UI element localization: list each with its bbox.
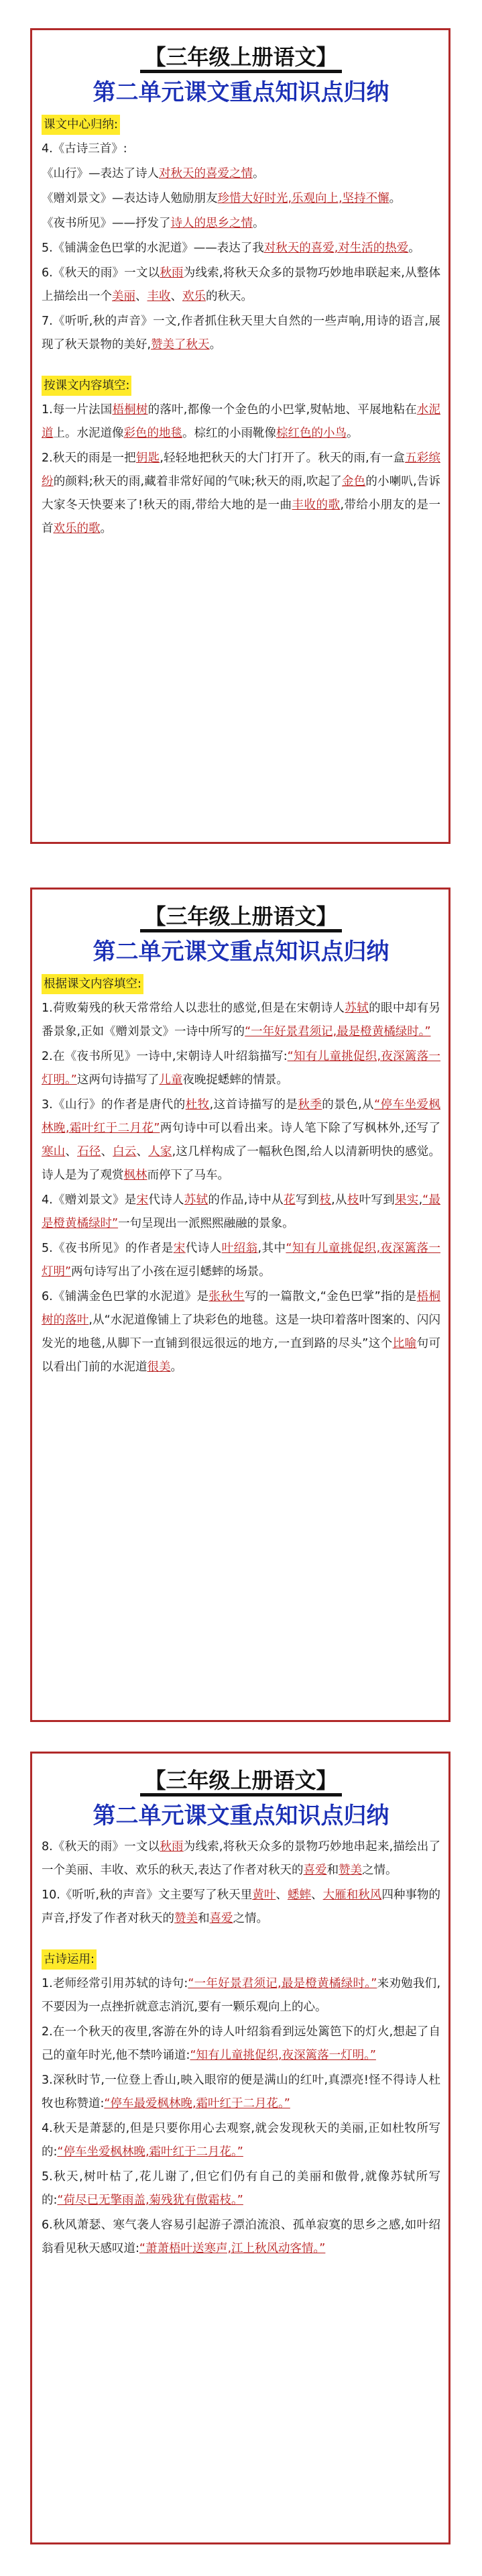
answer-text: 苏轼	[184, 1193, 208, 1207]
section-heading-row	[42, 1947, 440, 1972]
text-paragraph	[42, 2021, 440, 2068]
text-paragraph	[42, 2214, 440, 2261]
body-text: 。棕红的小雨靴像	[182, 427, 276, 440]
body-text: ,轻轻地把秋天的大门打开了。秋天的雨,有一盒	[160, 451, 406, 465]
answer-text: 丰收的歌	[292, 498, 341, 512]
body-text: ,这几样构成了一幅秋色图,给人以清新明快的感觉。诗人是为了观赏	[42, 1145, 440, 1182]
body-text: 的景色,从	[322, 1098, 375, 1112]
text-paragraph	[42, 237, 440, 260]
text-paragraph	[42, 1972, 440, 2019]
card-header	[42, 42, 440, 72]
section-heading-row	[42, 373, 440, 398]
body-text: 叶写到	[359, 1193, 395, 1207]
answer-text: 彩色的地毯	[123, 427, 182, 440]
text-paragraph	[42, 1189, 440, 1236]
answer-text: 喜爱	[209, 1912, 233, 1925]
answer-text: “知有儿童挑促织,夜深篱落一灯明。”	[190, 2049, 376, 2062]
body-text: 、	[136, 1145, 149, 1159]
text-paragraph	[42, 1285, 440, 1379]
card-header	[42, 1766, 440, 1795]
answer-text: 金色	[342, 475, 366, 488]
body-text: 之情。	[233, 1912, 269, 1925]
section-heading: 根据课文内容填空:	[42, 974, 143, 994]
body-text: 的作品,诗中从	[208, 1193, 284, 1207]
answer-text: “知有儿童挑促织,夜深篱落一灯明。”	[42, 1050, 440, 1087]
body-text: 上。水泥道像	[53, 427, 124, 440]
text-paragraph	[42, 212, 440, 235]
answer-text: 枝	[347, 1193, 359, 1207]
body-text: 、	[276, 1888, 288, 1902]
body-text: 5.秋天,树叶枯了,花儿谢了,但它们仍有自己的美丽和傲骨,就像苏轼所写的:	[42, 2170, 440, 2207]
text-paragraph	[42, 310, 440, 357]
body-text: 5.《铺满金色巴掌的水泥道》——表达了我	[42, 241, 264, 255]
body-text: ,其中	[257, 1242, 286, 1255]
body-text: 7.《听听,秋的声音》一文,作者抓住秋天里大自然的一些声响,用诗的语言,展现了秋天景物的美好,	[42, 315, 440, 352]
card-title: 第二单元课文重点知识点归纳	[93, 1803, 389, 1829]
answer-text: 对秋天的喜爱之情	[159, 167, 253, 180]
section-heading-row	[42, 971, 440, 997]
answer-text: “停车最爱枫林晚,霜叶红于二月花。”	[104, 2097, 290, 2110]
body-text: 句可以看出门前的水泥道	[42, 1337, 440, 1374]
answer-text: “停车坐爱枫林晚,霜叶红于二月花。”	[57, 2145, 243, 2159]
text-paragraph	[42, 1884, 440, 1931]
body-text: ,从	[331, 1193, 347, 1207]
answer-text: 梧桐树的落叶	[42, 1290, 441, 1327]
card-header-text: 【三年级上册语文】	[140, 1768, 341, 1796]
section-heading: 课文中心归纳:	[42, 115, 120, 135]
body-text: 的颜料;秋天的雨,藏着非常好闻的气味;秋天的雨,吹起了	[53, 475, 342, 488]
body-text: 2.秋天的雨是一把	[42, 451, 136, 465]
answer-text: 儿童	[159, 1073, 183, 1087]
body-text: 两句诗写出了小孩在逗引蟋蟀的场景。	[71, 1265, 271, 1279]
body-text: 、	[170, 290, 182, 303]
body-text: 而停下了马车。	[147, 1169, 229, 1182]
body-text: 6.《秋天的雨》一文以	[42, 266, 160, 280]
body-text: 代诗人	[185, 1242, 222, 1255]
answer-text: 张秋生	[208, 1290, 245, 1303]
answer-text: 花	[283, 1193, 296, 1207]
card-header-text: 【三年级上册语文】	[140, 44, 341, 73]
text-paragraph	[42, 1835, 440, 1882]
body-text: 3.深秋时节,一位登上香山,映入眼帘的便是满山的红叶,真漂亮!怪不得诗人杜牧也称赞道:	[42, 2074, 440, 2110]
answer-text: 黄叶	[252, 1888, 276, 1902]
body-text: 、	[311, 1888, 323, 1902]
answer-text: 欢乐的歌	[53, 522, 101, 535]
body-text: 4.《古诗三首》:	[42, 142, 127, 156]
answer-text: 秋雨	[160, 266, 184, 280]
text-paragraph	[42, 398, 440, 445]
answer-text: 赞美	[174, 1912, 198, 1925]
body-text: 5.《夜书所见》的作者是	[42, 1242, 174, 1255]
body-text: 之情。	[362, 1864, 398, 1877]
answer-text: 赞美	[339, 1864, 363, 1877]
body-text: 两句诗中可以看出来。诗人笔下除了写枫林外,还写了	[160, 1122, 440, 1135]
body-text: 写到	[295, 1193, 320, 1207]
answer-text: 寒山	[42, 1145, 66, 1159]
body-text: 《山行》—表达了诗人	[42, 167, 159, 180]
section-spacer	[42, 358, 440, 373]
body-text: 的落叶,都像一个金色的小巴掌,熨帖地、平展地粘在	[147, 403, 417, 417]
note-card-2	[30, 888, 450, 1722]
body-text: 《夜书所见》——抒发了	[42, 217, 171, 230]
body-text: 4.《赠刘景文》是	[42, 1193, 137, 1207]
body-text: ,带给小朋友的是一首	[42, 498, 441, 535]
body-text: 的眼中却有另番景象,正如《赠刘景文》一诗中所写的	[42, 1002, 441, 1038]
section-heading: 古诗运用:	[42, 1949, 97, 1970]
text-paragraph	[42, 447, 440, 541]
body-text: ,这首诗描写的是	[209, 1098, 298, 1112]
text-paragraph	[42, 2069, 440, 2116]
answer-text: 对秋天的喜爱,对生活的热爱	[263, 241, 409, 255]
body-text: 3.《山行》的作者是唐代的	[42, 1098, 186, 1112]
text-paragraph	[42, 262, 440, 309]
answer-text: 宋	[173, 1242, 186, 1255]
body-text: 、	[101, 1145, 113, 1159]
body-text: 4.秋天是萧瑟的,但是只要你用心去观察,就会发现秋天的美丽,正如杜牧所写的:	[42, 2122, 440, 2159]
body-text: 一句呈现出一派熙熙融融的景象。	[118, 1217, 294, 1230]
answer-text: 杜牧	[185, 1098, 210, 1112]
note-card-3	[30, 1752, 450, 2544]
body-text: 2.在一个秋天的夜里,客游在外的诗人叶绍翁看到远处篱笆下的灯火,想起了自己的童年时光,他不禁吟诵道:	[42, 2025, 440, 2062]
text-paragraph	[42, 2117, 440, 2164]
body-text: 。	[209, 338, 222, 352]
answer-text: “最是橙黄橘绿时”	[42, 1193, 441, 1230]
answer-text: 秋季	[298, 1098, 322, 1112]
answer-text: 秋雨	[160, 1840, 184, 1854]
answer-text: “荷尽已无擎雨盖,菊残犹有傲霜枝。”	[57, 2194, 243, 2207]
body-text: 。	[389, 192, 402, 205]
text-paragraph	[42, 162, 440, 186]
body-text: 6.《铺满金色巴掌的水泥道》是	[42, 1290, 209, 1303]
answer-text: 很美	[147, 1360, 171, 1374]
body-text: 为线索,将秋天众多的景物巧妙地串起来,描绘出了一个美丽、丰收、欢乐的秋天,表达了作者对秋天的	[42, 1840, 440, 1877]
body-text: 写的一篇散文,“金色巴掌”指的是	[244, 1290, 417, 1303]
body-text: 代诗人	[148, 1193, 184, 1207]
body-text: ,从“水泥道像铺上了块彩色的地毯。这是一块印着落叶图案的、闪闪发光的地毯,从脚下一直铺到很远很远的地方,一直到路的尽头”这个	[42, 1313, 440, 1350]
body-text: 。	[408, 241, 420, 255]
body-text: 1.每一片法国	[42, 403, 113, 417]
answer-text: “停车坐爱枫林晚,霜叶红于二月花”	[42, 1098, 440, 1135]
body-text: 1.荷败菊残的秋天常常给人以悲壮的感觉,但是在宋朝诗人	[42, 1002, 345, 1015]
body-text: 和	[326, 1864, 339, 1877]
body-text: ,	[418, 1193, 423, 1207]
text-paragraph	[42, 1093, 440, 1187]
card-title: 第二单元课文重点知识点归纳	[93, 79, 389, 106]
body-text: 。	[100, 522, 112, 535]
answer-text: 水泥道	[42, 403, 441, 440]
answer-text: “知有儿童挑促织,夜深篱落一灯明”	[42, 1242, 440, 1279]
body-text: 的小喇叭,告诉大家冬天快要来了!秋天的雨,带给大地的是一曲	[42, 475, 441, 512]
answer-text: 丰收	[147, 290, 171, 303]
body-text: 四种事物的声音,抒发了作者对秋天的	[42, 1888, 441, 1925]
answer-text: “萧萧梧叶送寒声,江上秋风动客情。”	[139, 2242, 326, 2255]
body-text: 1.老师经常引用苏轼的诗句:	[42, 1977, 188, 1990]
section-spacer	[42, 1932, 440, 1947]
body-text: 。	[170, 1360, 182, 1374]
answer-text: 石径	[77, 1145, 101, 1159]
card-header-text: 【三年级上册语文】	[140, 904, 341, 932]
section-heading-row	[42, 112, 440, 138]
answer-text: 梧桐树	[112, 403, 148, 417]
answer-text: 珍惜大好时光,乐观向上,坚持不懈	[217, 192, 389, 205]
card-header	[42, 902, 440, 931]
answer-text: 欢乐	[182, 290, 206, 303]
text-paragraph	[42, 1237, 440, 1284]
answer-text: “一年好景君须记,最是橙黄橘绿时。”	[245, 1025, 431, 1038]
note-card-1	[30, 28, 450, 844]
text-paragraph	[42, 187, 440, 211]
answer-text: 蟋蟀	[287, 1888, 312, 1902]
answer-text: 美丽	[112, 290, 135, 303]
answer-text: 人家	[148, 1145, 172, 1159]
body-text: 为线索,将秋天众多的景物巧妙地串联起来,从整体上描绘出一个	[42, 266, 440, 303]
answer-text: 钥匙	[135, 451, 160, 465]
body-text: 、	[135, 290, 147, 303]
answer-text: 果实	[395, 1193, 419, 1207]
body-text: 来劝勉我们,不要因为一点挫折就意志消沉,要有一颗乐观向上的心。	[42, 1977, 441, 2014]
text-paragraph	[42, 1045, 440, 1092]
body-text: 10.《听听,秋的声音》文主要写了秋天里	[42, 1888, 253, 1902]
answer-text: 苏轼	[345, 1002, 369, 1015]
answer-text: “一年好景君须记,最是橙黄橘绿时。”	[188, 1977, 377, 1990]
body-text: 、	[65, 1145, 78, 1159]
card-title: 第二单元课文重点知识点归纳	[93, 938, 389, 965]
body-text: 和	[198, 1912, 210, 1925]
body-text: 夜晚捉蟋蟀的情景。	[182, 1073, 288, 1087]
body-text: 的秋天。	[206, 290, 253, 303]
answer-text: 大雁和秋风	[322, 1888, 382, 1902]
answer-text: 棕红色的小鸟	[276, 427, 347, 440]
body-text: 。	[253, 217, 265, 230]
answer-text: 比喻	[392, 1337, 417, 1350]
body-text: 这两句诗描写了	[76, 1073, 160, 1087]
answer-text: 枝	[319, 1193, 332, 1207]
body-text: 2.在《夜书所见》一诗中,宋朝诗人叶绍翁描写:	[42, 1050, 288, 1063]
body-text: 。	[253, 167, 265, 180]
answer-text: 枫林	[123, 1169, 147, 1182]
answer-text: 诗人的思乡之情	[170, 217, 253, 230]
text-paragraph	[42, 138, 440, 161]
answer-text: 白云	[113, 1145, 137, 1159]
text-paragraph	[42, 2165, 440, 2212]
answer-text: 喜爱	[303, 1864, 327, 1877]
answer-text: 五彩缤纷	[42, 451, 440, 488]
body-text: 6.秋风萧瑟、寒气袭人容易引起游子漂泊流浪、孤单寂寞的思乡之感,如叶绍翁看见秋天感叹道:	[42, 2218, 440, 2255]
text-paragraph	[42, 997, 440, 1044]
answer-text: 赞美了秋天	[151, 338, 210, 352]
body-text: 。	[347, 427, 359, 440]
section-heading: 按课文内容填空:	[42, 376, 131, 396]
body-text: 《赠刘景文》—表达诗人勉励朋友	[42, 192, 218, 205]
answer-text: 宋	[136, 1193, 149, 1207]
body-text: 8.《秋天的雨》一文以	[42, 1840, 160, 1854]
answer-text: 叶绍翁	[221, 1242, 258, 1255]
